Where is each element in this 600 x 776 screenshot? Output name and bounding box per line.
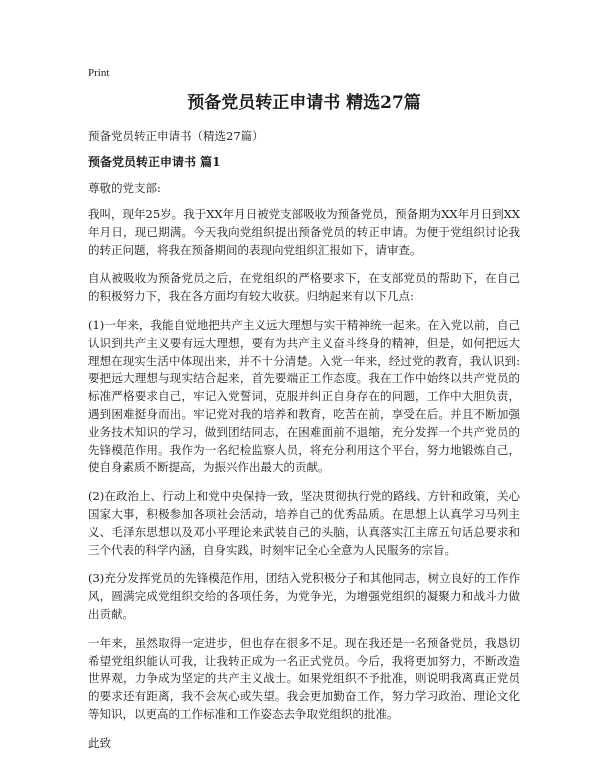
paragraph-conclusion: 一年来，虽然取得一定进步，但也存在很多不足。现在我还是一名预备党员，我恳切希望党组织能认可我，让我转正成为一名正式党员。今后，我将更加努力，不断改造世界观，力争成为坚定的共产主义战士。如果党组织不予批准，则说明我离真正党员的要求还有距离，我不会灰心或失望。我会更加勤奋工作，努力学习政治、理论文化等知识，以更高的工作标准和工作姿态去争取党组织的批准。 (88, 635, 520, 721)
document-title: 预备党员转正申请书 精选27篇 (187, 93, 421, 113)
paragraph-intro: 我叫，现年25岁。我于XX年月日被党支部吸收为预备党员，预备期为XX年月日到XX年月日，现已期满。今天我向党组织提出预备党员的转正申请。为便于党组织讨论我的转正问题，将我在预备期间的表现向党组织汇报如下，请审查。 (88, 207, 520, 257)
document-subtitle: 预备党员转正申请书（精选27篇） (88, 129, 264, 143)
closing-phrase: 此致 (88, 735, 111, 750)
section-heading: 预备党员转正申请书 篇1 (88, 155, 221, 169)
document-page (88, 66, 520, 751)
paragraph-point-3: (3)充分发挥党员的先锋模范作用，团结入党积极分子和其他同志，树立良好的工作作风，圆满完成党组织交给的各项任务，为党争光，为增强党组织的凝聚力和战斗力做出贡献。 (88, 571, 520, 621)
print-label: Print (88, 67, 110, 79)
salutation: 尊敬的党支部: (88, 181, 161, 195)
paragraph-point-1: (1)一年来，我能自觉地把共产主义远大理想与实干精神统一起来。在入党以前，自己认识到共产主义要有远大理想，要有为共产主义奋斗终身的精神，但是，如何把远大理想在现实生活中体现出来，并不十分清楚。入党一年来，经过党的教育，我认识到:要把远大理想与现实结合起来，首先要端正工作态度。我在工作中始终以共产党员的标准严格要求自己，牢记入党誓词，克服并纠正自身存在的问题，工作中大胆负责，遇到困难挺身而出。牢记党对我的培养和教育，吃苦在前，享受在后。并且不断加强业务技术知识的学习，做到团结同志，在困难面前不退缩，充分发挥一个共产党员的先锋模范作用。我作为一名纪检监察人员，将充分利用这个平台，努力地锻炼自己，使自身素质不断提高，为振兴作出最大的贡献。 (88, 317, 520, 475)
paragraph-summary: 自从被吸收为预备党员之后，在党组织的严格要求下，在支部党员的帮助下，在自己的积极努力下，我在各方面均有较大收获。归纳起来有以下几点: (88, 271, 520, 304)
paragraph-point-2: (2)在政治上、行动上和党中央保持一致，坚决贯彻执行党的路线、方针和政策，关心国家大事，积极参加各项社会活动，培养自己的优秀品质。在思想上认真学习马列主义、毛泽东思想以及邓小平理论来武装自己的头脑，认真落实江主席五句话总要求和三个代表的科学内涵，自身实践，时刻牢记全心全意为人民服务的宗旨。 (88, 489, 520, 557)
